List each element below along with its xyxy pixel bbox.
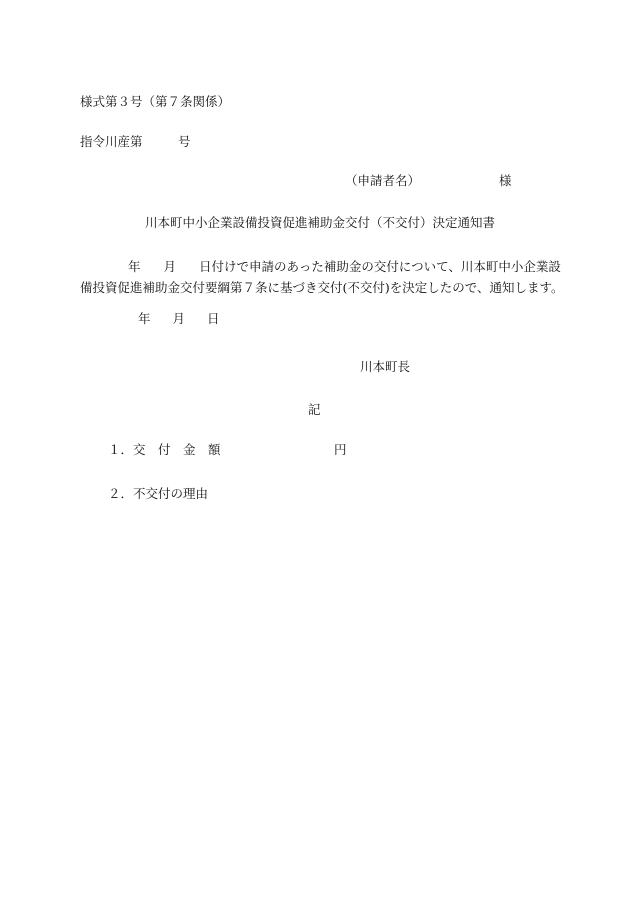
date-month: 月: [172, 311, 186, 326]
body-line-1-text: 日付けで申請のあった補助金の交付について、川本町中小企業設: [199, 259, 561, 274]
form-number: 様式第３号（第７条関係）: [80, 94, 231, 109]
applicant-name-label: （申請者名）: [345, 173, 421, 188]
date-day: 日: [207, 311, 220, 326]
item-grant-amount-unit: 円: [334, 442, 347, 457]
directive-number-suffix: 号: [178, 134, 191, 149]
body-month: 月: [163, 259, 177, 274]
ki-heading: 記: [308, 402, 321, 417]
applicant-honorific: 様: [499, 173, 512, 188]
directive-number-label: 指令川産第: [80, 134, 143, 149]
body-line-2: 備投資促進補助金交付要綱第７条に基づき交付(不交付)を決定したので、通知します。: [80, 280, 564, 295]
body-line-1: [80, 255, 561, 279]
body-year: 年: [128, 259, 141, 274]
item-grant-amount-label: １．交 付 金 額: [108, 442, 221, 457]
document-title: 川本町中小企業設備投資促進補助金交付（不交付）決定通知書: [145, 215, 496, 230]
item-non-grant-reason-label: ２．不交付の理由: [108, 486, 209, 501]
date-year: 年: [138, 311, 151, 326]
issue-date: [80, 310, 220, 328]
issuer-name: 川本町長: [360, 359, 411, 374]
